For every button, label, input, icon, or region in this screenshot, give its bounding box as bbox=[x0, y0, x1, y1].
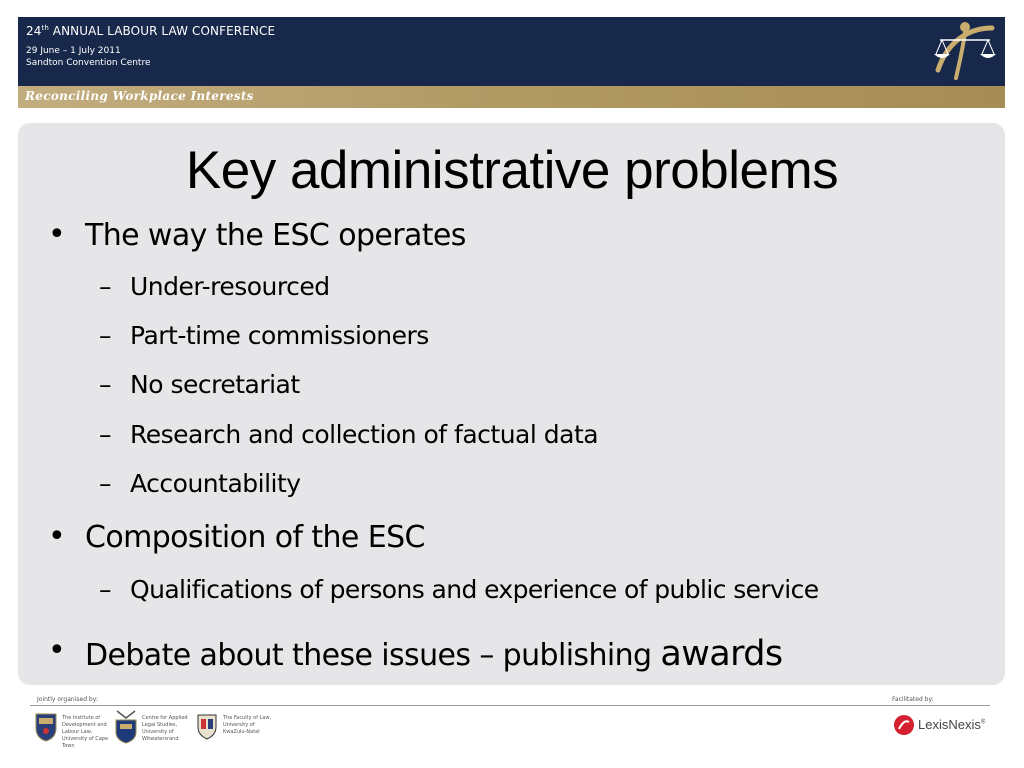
sub-bullet-item: – Under-resourced bbox=[99, 272, 330, 301]
scales-of-justice-logo bbox=[930, 20, 1000, 83]
conference-title: 24th ANNUAL LABOUR LAW CONFERENCE bbox=[26, 24, 276, 38]
dash-mark: – bbox=[99, 321, 111, 350]
conference-venue: Sandton Convention Centre bbox=[26, 58, 151, 68]
dash-mark: – bbox=[99, 575, 111, 604]
organiser-ukzn: The Faculty of Law, University of KwaZulu-Natal bbox=[223, 715, 272, 735]
dash-mark: – bbox=[99, 469, 111, 498]
dash-mark: – bbox=[99, 272, 111, 301]
tagline-band bbox=[18, 86, 1005, 108]
ukzn-crest-icon bbox=[196, 714, 218, 740]
facilitated-by-label: Facilitated by: bbox=[892, 696, 934, 703]
tagline-text: Reconciling Workplace Interests bbox=[25, 89, 254, 103]
sub-bullet-item: – Accountability bbox=[99, 469, 301, 498]
emphasis-word: awards bbox=[660, 634, 783, 674]
lexisnexis-logo-icon bbox=[893, 714, 915, 736]
bullet-item: • The way the ESC operates bbox=[48, 217, 466, 253]
conference-dates: 29 June – 1 July 2011 bbox=[26, 46, 121, 56]
footer-divider bbox=[30, 705, 990, 706]
bullet-mark: • bbox=[48, 217, 66, 252]
wits-crest-icon bbox=[114, 710, 138, 744]
organiser-wits: Centre for Applied Legal Studies, University of Witwatersrand bbox=[142, 715, 188, 742]
organiser-uct: The Institute of Development and Labour Law, University of Cape Town bbox=[62, 715, 109, 749]
bullet-mark: • bbox=[48, 633, 66, 668]
dash-mark: – bbox=[99, 420, 111, 449]
bullet-item: • Debate about these issues – publishing awards bbox=[48, 633, 783, 674]
organised-by-label: Jointly organised by: bbox=[37, 696, 98, 703]
bullet-item: • Composition of the ESC bbox=[48, 519, 425, 555]
sub-bullet-item: – Qualifications of persons and experience of public service bbox=[99, 575, 819, 604]
slide-title: Key administrative problems bbox=[185, 141, 839, 200]
dash-mark: – bbox=[99, 370, 111, 399]
sub-bullet-item: – No secretariat bbox=[99, 370, 300, 399]
uct-crest-icon bbox=[35, 712, 57, 742]
sub-bullet-item: – Research and collection of factual data bbox=[99, 420, 599, 449]
sponsor-name: LexisNexis® bbox=[918, 717, 986, 732]
conference-banner bbox=[18, 17, 1005, 86]
sub-bullet-item: – Part-time commissioners bbox=[99, 321, 429, 350]
bullet-mark: • bbox=[48, 519, 66, 554]
